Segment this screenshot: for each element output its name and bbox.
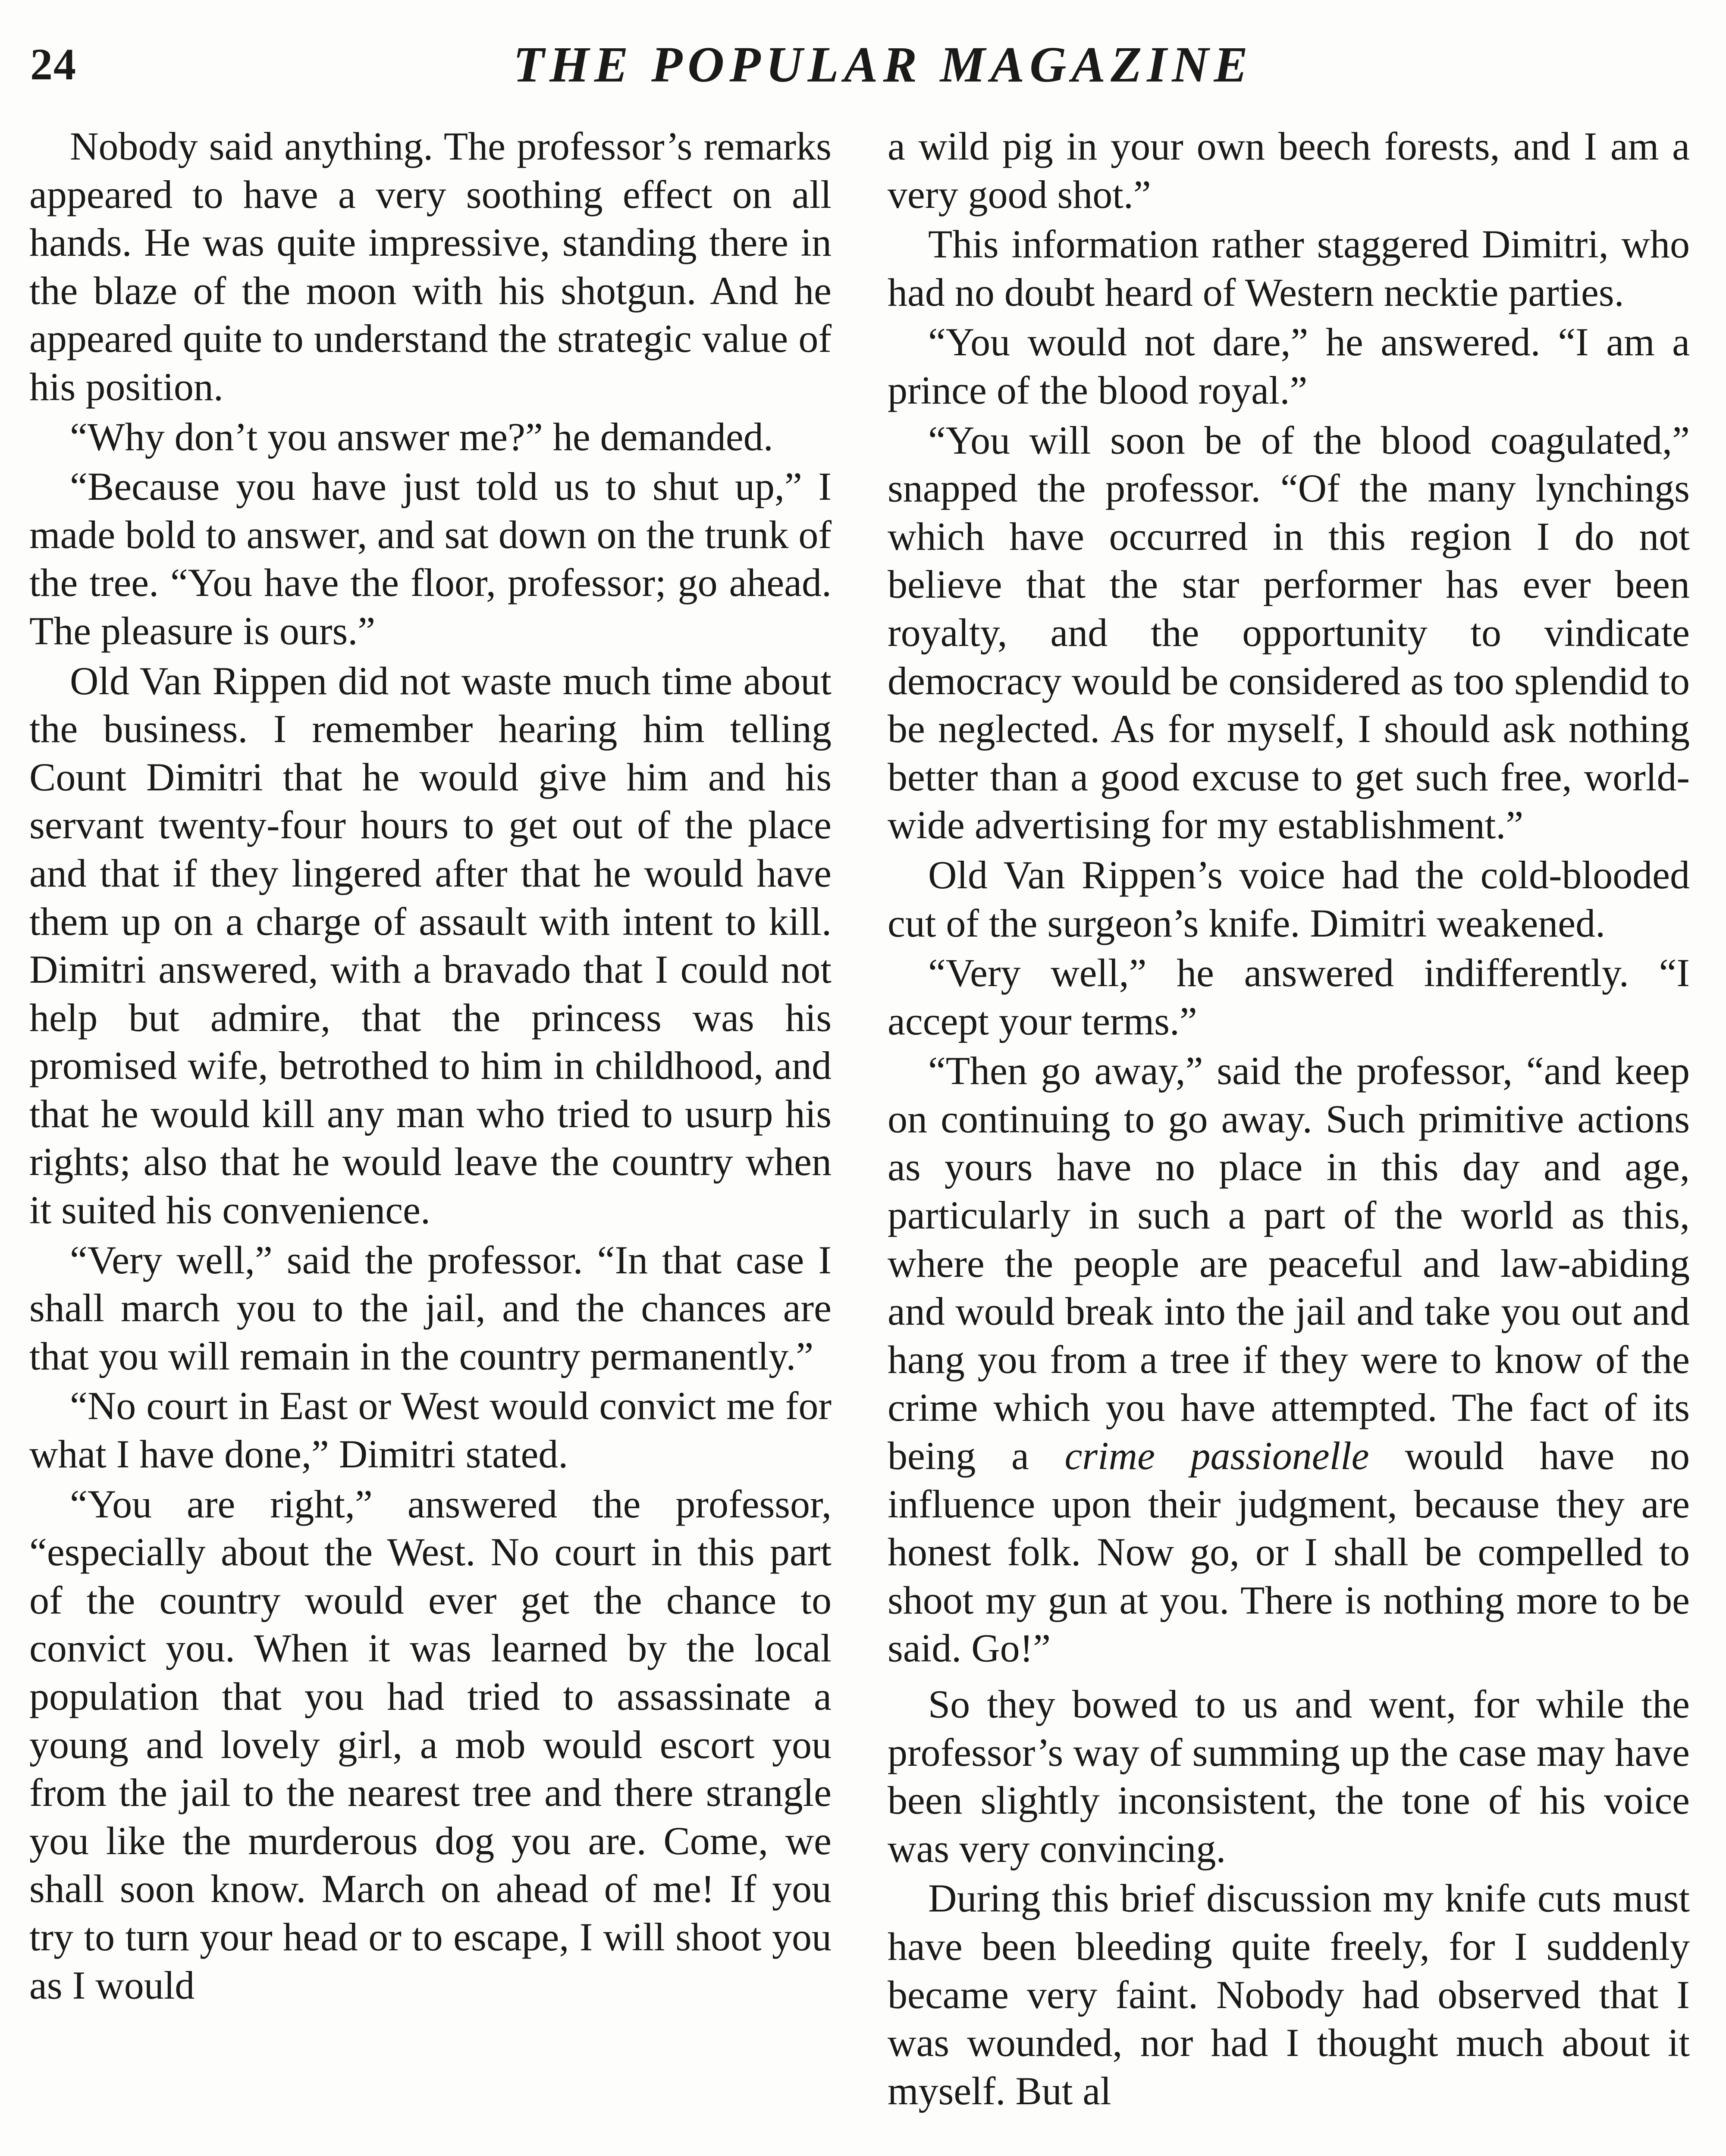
paragraph: “You would not dare,” he answered. “I am a prince of the blood royal.”	[888, 320, 1690, 412]
paragraph: “Very well,” he answered indifferently. “I accept your terms.”	[888, 951, 1690, 1043]
paragraph: “You are right,” answered the professor, “especially about the West. No court in this part of the country would ever get the chance to convict you. When it was learned by the local population that you had tried to assassinate a young and lovely girl, a mob would escort you from the jail to the nearest tree and there strangle you like the murderous dog you are. Come, we shall soon know. March on ahead of me! If you try to turn your head or to escape, I will shoot you as I would	[29, 1482, 832, 2007]
paragraph: “Why don’t you answer me?” he demanded.	[70, 414, 773, 459]
paragraph: Nobody said anything. The professor’s remarks appeared to have a very soothing effect on all hands. He was quite impressive, standing there in the blaze of the moon with his shotgun. And he appeared quite to understand the strategic value of his position.	[29, 124, 832, 409]
paragraph: This information rather staggered Dimitri, who had no doubt heard of Western necktie parties.	[888, 222, 1690, 314]
paragraph: Old Van Rippen did not waste much time about the business. I remember hearing him telling Count Dimitri that he would give him and his servant twenty-four hours to get out of the place and that if they lingered after that he would have them up on a charge of assault with intent to kill. Dimitri answered, with a bravado that I could not help but admire, that the princess was his promised wife, betrothed to him in childhood, and that he would kill any man who tried to usurp his rights; also that he would leave the country when it suited his convenience.	[29, 658, 832, 1232]
paragraph: “You will soon be of the blood coagulated,” snapped the professor. “Of the many lynchings which have occurred in this region I do not believe that the star performer has ever been royalty, and the opportunity to vindicate democracy would be considered as too splendid to be neglected. As for myself, I should ask nothing better than a good excuse to get such free, world-wide advertising for my establishment.”	[888, 418, 1690, 847]
right-column	[888, 122, 1690, 2117]
italic-phrase: crime passionelle	[1064, 1434, 1369, 1478]
paragraph: “Because you have just told us to shut up,” I made bold to answer, and sat down on the trunk of the tree. “You have the floor, professor; go ahead. The pleasure is ours.”	[29, 464, 832, 653]
paragraph: “No court in East or West would convict me for what I have done,” Dimitri stated.	[29, 1384, 832, 1476]
paragraph: During this brief discussion my knife cuts must have been bleeding quite freely, for I suddenly became very faint. Nobody had observed that I was wounded, nor had I thought much about it myself. But al	[888, 1876, 1690, 2113]
paragraph-continuation: a wild pig in your own beech forests, and I am a very good shot.”	[888, 124, 1690, 216]
paragraph: “Very well,” said the professor. “In that case I shall march you to the jail, and the chances are that you will remain in the country permanently.”	[29, 1238, 832, 1378]
left-column	[29, 122, 832, 2011]
paragraph	[888, 1047, 1690, 1673]
running-title: THE POPULAR MAGAZINE	[513, 36, 1253, 93]
paragraph: So they bowed to us and went, for while the professor’s way of summing up the case may have been slightly inconsistent, the tone of his voice was very convincing.	[888, 1682, 1690, 1871]
paragraph-text: would have no influence upon their judgment, because they are honest folk. Now go, or I shall be compelled to shoot my gun at you. There is nothing more to be said. Go!”	[888, 1434, 1690, 1670]
page-header	[26, 26, 1699, 108]
paragraph: Old Van Rippen’s voice had the cold-blooded cut of the surgeon’s knife. Dimitri weakened.	[888, 852, 1690, 945]
paragraph-text: “Then go away,” said the professor, “and keep on continuing to go away. Such primitive actions as yours have no place in this day and age, particularly in such a part of the world as this, where the people are peaceful and law-abiding and would break into the jail and take you out and hang you from a tree if they were to know of the crime which you have attempted. The fact of its being a	[888, 1049, 1690, 1478]
page-number: 24	[30, 40, 77, 89]
